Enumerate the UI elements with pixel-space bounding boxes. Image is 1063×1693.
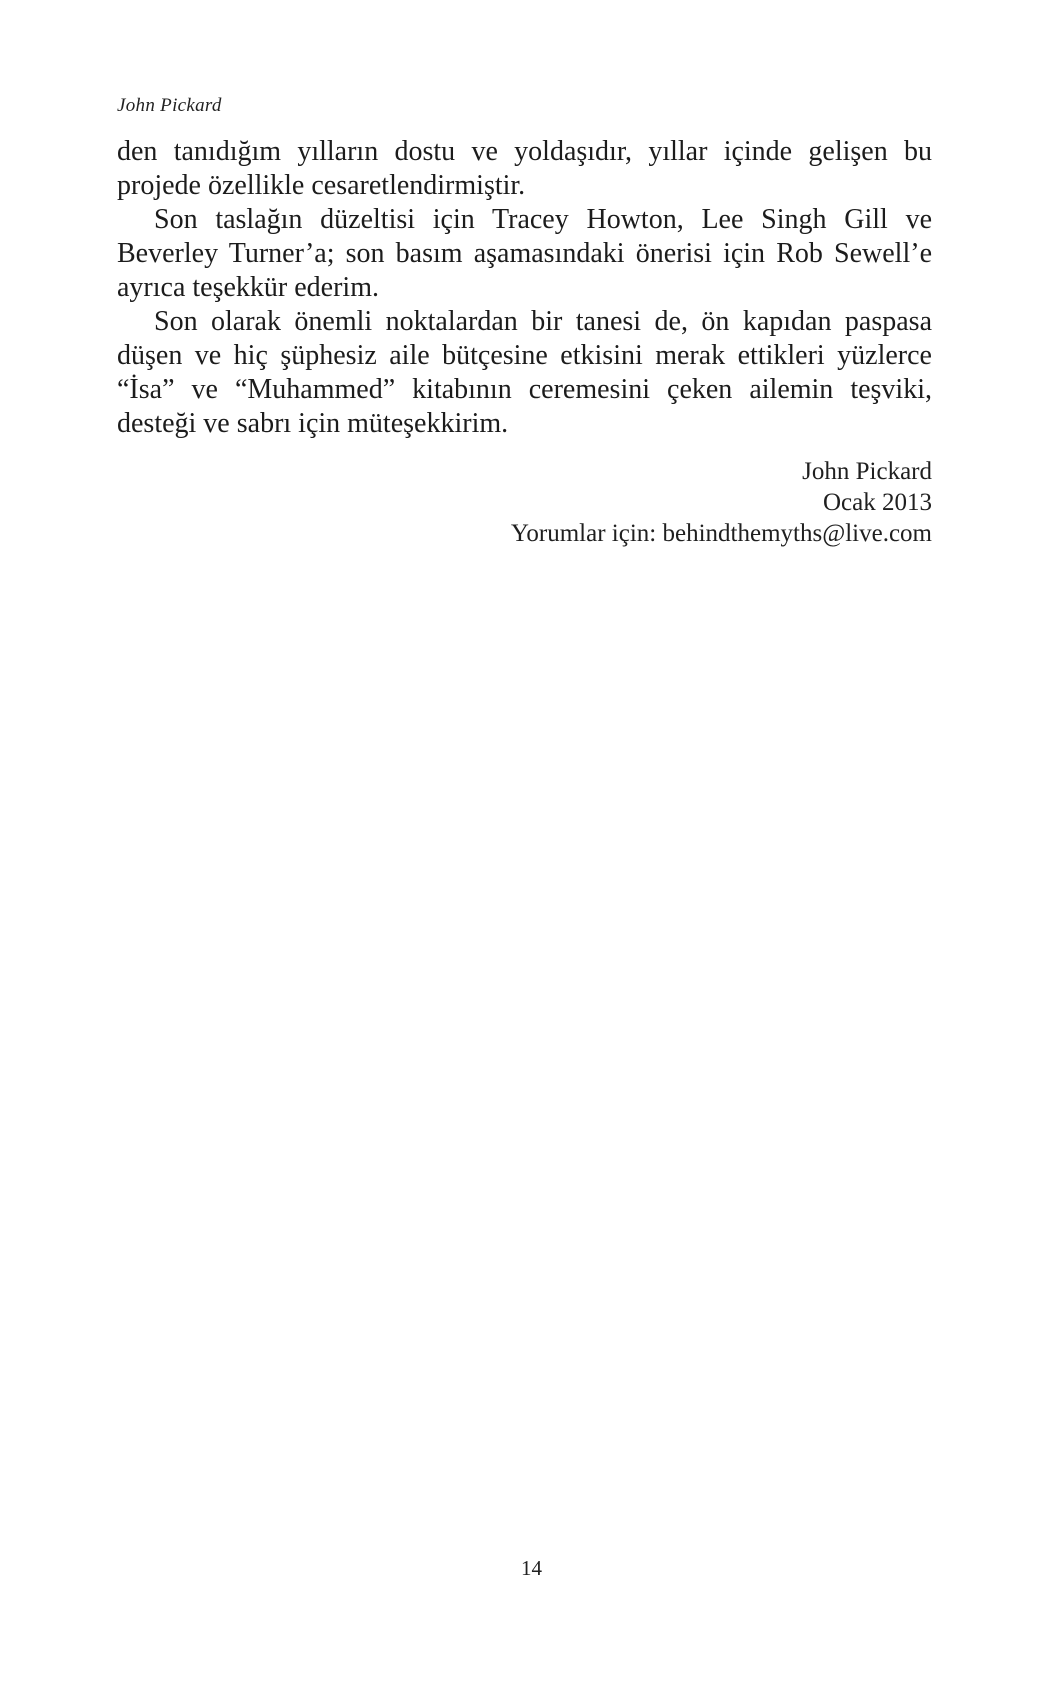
body-line: düşen ve hiç şüphesiz aile bütçesine etkisini merak ettikleri yüzlerce [117,340,932,371]
page-number: 14 [521,1556,542,1580]
body-line: desteği ve sabrı için müteşekkirim. [117,408,509,439]
contact-line: Yorumlar için: behindthemyths@live.com [510,520,932,547]
body-line: Beverley Turner’a; son basım aşamasındaki önerisi için Rob Sewell’e [117,238,932,269]
signature-block [511,456,932,549]
body-line: projede özellikle cesaretlendirmiştir. [117,170,526,201]
author-name: John Pickard [802,458,932,485]
body-text [117,135,932,441]
signature-date: Ocak 2013 [823,489,932,516]
running-head: John Pickard [117,95,222,116]
body-line: Son taslağın düzeltisi için Tracey Howton, Lee Singh Gill ve [154,204,932,235]
body-line: “İsa” ve “Muhammed” kitabının ceremesini çeken ailemin teşviki, [117,374,932,405]
body-line: den tanıdığım yılların dostu ve yoldaşıdır, yıllar içinde gelişen bu [117,136,932,167]
body-line: ayrıca teşekkür ederim. [117,272,379,303]
body-line: Son olarak önemli noktalardan bir tanesi de, ön kapıdan paspasa [154,306,932,337]
